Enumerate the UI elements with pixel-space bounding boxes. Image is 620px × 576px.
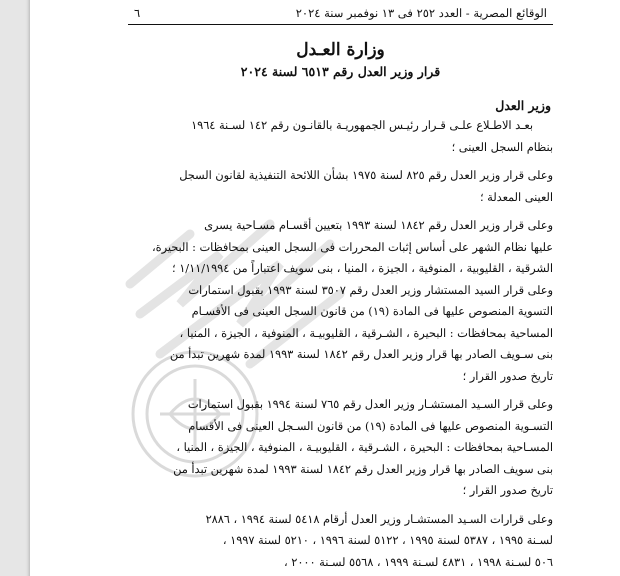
- text-line: التسـوية المنصوص عليها فى المادة (١٩) من قانون السـجل العينى فى الأقسام: [188, 419, 553, 433]
- ministry-heading: وزارة العـدل: [296, 40, 385, 60]
- page-number: ٦: [134, 6, 141, 20]
- issuer-heading: وزير العدل: [495, 98, 551, 113]
- text-line: العينى المعدلة ؛: [479, 190, 553, 204]
- text-line: عليها نظام الشهر على أساس إثبات المحررات فى السجل العينى بمحافظات : البحيرة،: [152, 240, 553, 254]
- text-line: وعلى قرار وزير العدل رقم ١٨٤٢ لسنة ١٩٩٣ بتعيين أقسـام مسـاحية يسرى: [204, 219, 553, 232]
- text-line: تاريخ صدور القرار ؛: [462, 484, 553, 497]
- text-line: لسـنة ١٩٩٥ ، ٥٣٨٧ لسنة ١٩٩٥ ، ٥١٢٢ لسنة ١٩٩٦ ، ٥٢١٠ لسنة ١٩٩٧ ،: [222, 534, 553, 547]
- text-line: وعلى قرارات السـيد المستشـار وزير العدل أرقام ٥٤١٨ لسنة ١٩٩٤ ، ٢٨٨٦: [205, 512, 553, 526]
- text-line: المساحية بمحافظات : البحيرة ، الشـرقية ، القليوبيـة ، المنوفية ، الجيزة ، المنيا ،: [179, 326, 553, 340]
- preamble-paragraph: [128, 165, 553, 208]
- text-line: المسـاحية بمحافظات : البحيرة ، الشـرقية ، القليوبيـة ، المنوفية ، الجيزة ، المنيا ،: [176, 441, 553, 454]
- running-title: الوقائع المصرية - العدد ٢٥٢ فى ١٣ نوفمبر سنة ٢٠٢٤: [295, 6, 547, 20]
- preamble-paragraph: [128, 215, 553, 387]
- text-line: التسوية المنصوص عليها فى المادة (١٩) من قانون السجل العينى فى الأقسـام: [191, 305, 553, 318]
- text-line: وعلى قرار السـيد المستشـار وزير العدل رقم ٧٦٥ لسنة ١٩٩٤ بقبول استمارات: [187, 398, 553, 411]
- text-line: بنى سـويف الصادر بها قرار وزير العدل رقم ١٨٤٢ لسنة ١٩٩٣ لمدة شهرين تبدأ من: [169, 348, 553, 361]
- text-line: بعـد الاطـلاع علـى قـرار رئيـس الجمهوريـة بالقانـون رقم ١٤٢ لسـنة ١٩٦٤: [191, 119, 533, 132]
- decree-title: قرار وزير العدل رقم ٦٥١٣ لسنة ٢٠٢٤: [240, 64, 441, 79]
- text-line: وعلى قرار السيد المستشار وزير العدل رقم ٣٥٠٧ لسنة ١٩٩٣ بقبول استمارات: [188, 283, 553, 297]
- preamble-paragraph: [128, 509, 553, 574]
- text-line: بنى سويف الصادر بها قرار وزير العدل رقم ١٨٤٢ لسنة ١٩٩٣ لمدة شهرين تبدأ من: [173, 462, 553, 476]
- running-header: [128, 6, 553, 25]
- preamble-paragraph: [128, 394, 553, 502]
- document-content: [128, 6, 553, 573]
- text-line: الشرقية ، القليوبية ، المنوفية ، الجيزة ، المنيا ، بنى سويف اعتباراً من ١/١١/١٩٩٤ ؛: [172, 262, 553, 275]
- text-line: وعلى قرار وزير العدل رقم ٨٢٥ لسنة ١٩٧٥ بشأن اللائحة التنفيذية لقانون السجل: [179, 169, 553, 182]
- text-line: ٥٠٦ لسـنة ١٩٩٨ ، ٤٨٣١ لسـنة ١٩٩٩ ، ٥٥٦٨ لسـنة ٢٠٠٠ ،: [284, 555, 553, 569]
- text-line: بنظام السجل العينى ؛: [451, 140, 553, 154]
- document-page: [30, 0, 620, 576]
- preamble-paragraph: [128, 115, 553, 158]
- text-line: تاريخ صدور القرار ؛: [462, 369, 553, 383]
